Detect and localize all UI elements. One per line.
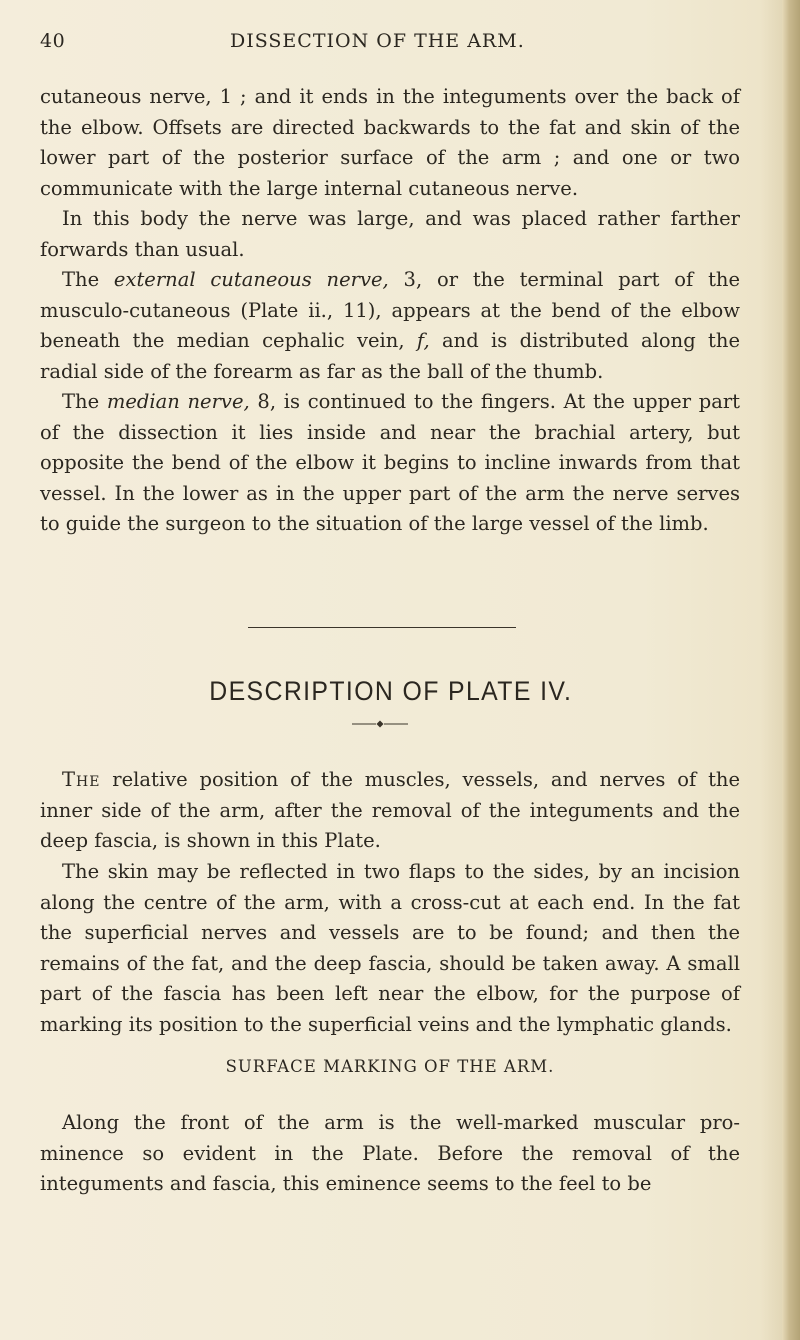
text-run: and is distributed along the radial side of the forearm as far as the ball of the thumb.: [40, 329, 740, 383]
italic-term: median nerve,: [106, 390, 250, 413]
subsection-heading: SURFACE MARKING OF THE ARM.: [225, 1057, 555, 1076]
paragraph-plate-description: [40, 765, 740, 857]
paragraph-external-cutaneous: [40, 265, 740, 387]
running-title: DISSECTION OF THE ARM.: [230, 30, 525, 52]
text-run: relative position of the muscles, vessels, and nerves of the inner side of the arm, after the removal of the integuments and the deep fascia, is shown in this Plate.: [40, 768, 740, 852]
text-run: The: [62, 390, 107, 413]
section-divider: [248, 627, 516, 628]
paragraph-nerve-size: In this body the nerve was large, and was placed rather farther forwards than usual.: [40, 207, 740, 261]
paragraph-surface-marking: Along the front of the arm is the well-marked muscular pro- minence so evident in the Plate. Before the removal of the integuments and fascia, this eminence seems to the feel to be: [40, 1111, 740, 1195]
text-run: 3, or the terminal part of the musculo-cutaneous (Plate ii., 11), appears at the bend of the elbow beneath the median cephalic vein,: [40, 268, 741, 352]
running-header: [40, 30, 740, 60]
text-run: 8, is continued to the fingers. At the upper part of the dissection it lies inside and near the brachial artery, but opposite the bend of the elbow it begins to incline inwards from that vessel. In the lower as in the upper part of the arm the nerve serves to guide the surgeon to the situation of the large vessel of the limb.: [40, 390, 741, 535]
ornament-divider: [350, 719, 410, 729]
text-run: The: [62, 268, 114, 291]
paragraph-skin-reflection: The skin may be reflected in two flaps to the sides, by an incision along the centre of the arm, with a cross-cut at each end. In the fat the superficial nerves and vessels are to be found; and then the remains of the fat, and the deep fascia, should be taken away. A small part of the fascia has been left near the elbow, for the purpose of marking its position to the superficial veins and the lymphatic glands.: [40, 860, 740, 1036]
paragraph-continuation: cutaneous nerve, 1 ; and it ends in the integuments over the back of the elbow. Offsets are directed backwards to the fat and skin of the lower part of the posterior surface of the arm ; and one or two communicate with the large internal cutaneous nerve.: [40, 85, 740, 200]
section-heading: DESCRIPTION OF PLATE IV.: [209, 676, 573, 706]
small-caps-lead: The: [62, 768, 101, 791]
figure-letter: f,: [416, 329, 430, 352]
italic-term: external cutaneous nerve,: [113, 268, 389, 291]
page-number: 40: [40, 30, 66, 52]
paragraph-median-nerve: [40, 387, 740, 540]
page-edge: [782, 0, 800, 1340]
